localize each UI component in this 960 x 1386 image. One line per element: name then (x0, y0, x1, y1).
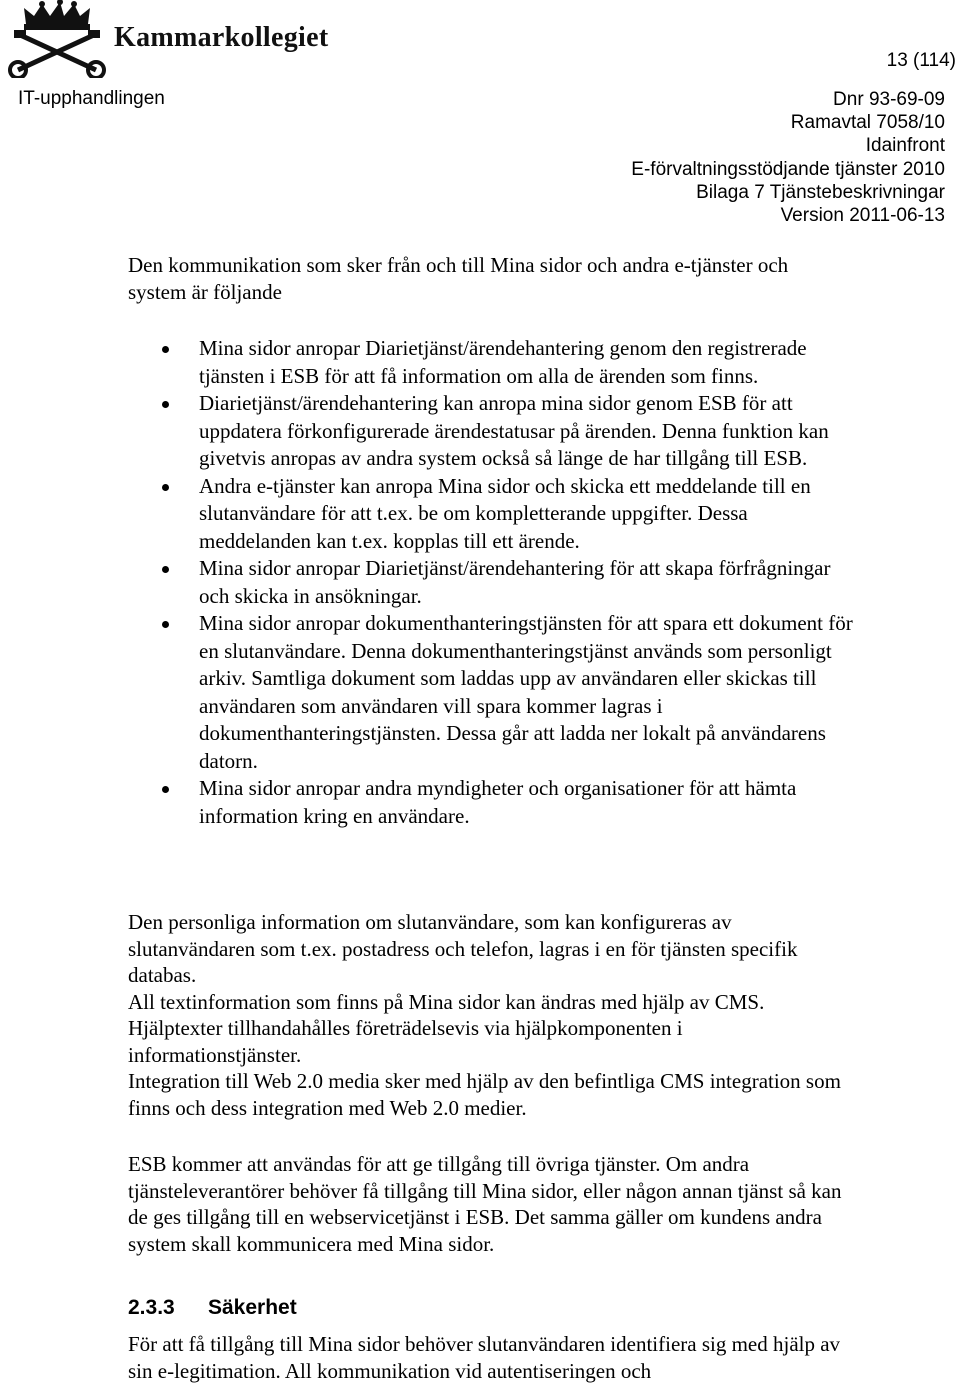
personal-info-paragraph (128, 909, 848, 1121)
meta-ramavtal: Ramavtal 7058/10 (790, 112, 945, 134)
section-number: 2.3.3 (128, 1296, 175, 1319)
bullet-icon (162, 484, 169, 491)
list-item: Mina sidor anropar andra myndigheter och organisationer för att hämta information kring en användare. (160, 775, 860, 830)
list-item: Mina sidor anropar Diarietjänst/ärendehantering för att skapa förfrågningar och skicka in ansökningar. (160, 555, 860, 610)
crown-keys-emblem-icon (4, 0, 112, 78)
esb-text: ESB kommer att användas för att ge tillgång till övriga tjänster. Om andra tjänsteleverantörer behöver få tillgång till Mina sidor, eller någon annan tjänst så kan de ges tillgång till en webservicetjänst i ESB. Det samma gäller om kundens andra system skall kommunicera med Mina sidor. (128, 1152, 842, 1256)
list-item: Diarietjänst/ärendehantering kan anropa mina sidor genom ESB för att uppdatera förkonfigurerade ärendestatusar på ärenden. Denna funktion kan givetvis anropas av andra system också så länge de har tillgång till ESB. (160, 390, 860, 473)
bullet-icon (162, 566, 169, 573)
section-title: Säkerhet (208, 1296, 297, 1319)
page-number: 13 (114) (886, 50, 956, 71)
esb-paragraph (128, 1151, 858, 1257)
list-item: Mina sidor anropar Diarietjänst/ärendehantering genom den registrerade tjänsten i ESB för att få information om alla de ärenden som finns. (160, 335, 860, 390)
document-meta (631, 88, 945, 227)
kammarkollegiet-logo (4, 0, 334, 80)
bullet-icon (162, 786, 169, 793)
security-text: För att få tillgång till Mina sidor behöver slutanvändaren identifiera sig med hjälp av sin e-legitimation. All kommunikation vid autentiseringen och (128, 1332, 841, 1383)
meta-supplier: Idainfront (865, 135, 945, 157)
bullet-icon (162, 346, 169, 353)
intro-text: Den kommunikation som sker från och till Mina sidor och andra e-tjänster och system är följande (128, 253, 789, 304)
meta-attachment: Bilaga 7 Tjänstebeskrivningar (696, 181, 945, 203)
section-heading (128, 1296, 297, 1320)
intro-paragraph (128, 252, 828, 305)
communication-list (160, 335, 860, 830)
security-paragraph (128, 1331, 853, 1384)
meta-area: E-förvaltningsstödjande tjänster 2010 (631, 158, 945, 180)
personal-info-text: Den personliga information om slutanvändare, som kan konfigureras av slutanvändaren som t.ex. postadress och telefon, lagras i en för tjänsten specifik databas. (128, 910, 798, 987)
help-text: Hjälptexter tillhandahålles företrädelsevis via hjälpkomponenten i informationstjänster. (128, 1016, 683, 1067)
list-item: Andra e-tjänster kan anropa Mina sidor och skicka ett meddelande till en slutanvändare för att t.ex. be om kompletterande uppgifter. Dessa meddelanden kan t.ex. kopplas till ett ärende. (160, 473, 860, 556)
web20-text: Integration till Web 2.0 media sker med hjälp av den befintliga CMS integration som finns och dess integration med Web 2.0 medier. (128, 1069, 841, 1120)
list-item: Mina sidor anropar dokumenthanteringstjänsten för att spara ett dokument för en slutanvändare. Denna dokumenthanteringstjänst används som personligt arkiv. Samtliga dokument som laddas upp av användaren eller skickas till användaren som användaren vill spara kommer lagras i dokumenthanteringstjänsten. Dessa går att ladda ner lokalt på användarens datorn. (160, 610, 860, 775)
bullet-icon (162, 621, 169, 628)
meta-dnr: Dnr 93-69-09 (833, 89, 945, 110)
bullet-icon (162, 401, 169, 408)
meta-version: Version 2011-06-13 (780, 205, 945, 227)
org-name: IT-upphandlingen (18, 88, 165, 109)
logo-wordmark: Kammarkollegiet (114, 22, 329, 53)
cms-text: All textinformation som finns på Mina sidor kan ändras med hjälp av CMS. (128, 989, 765, 1014)
